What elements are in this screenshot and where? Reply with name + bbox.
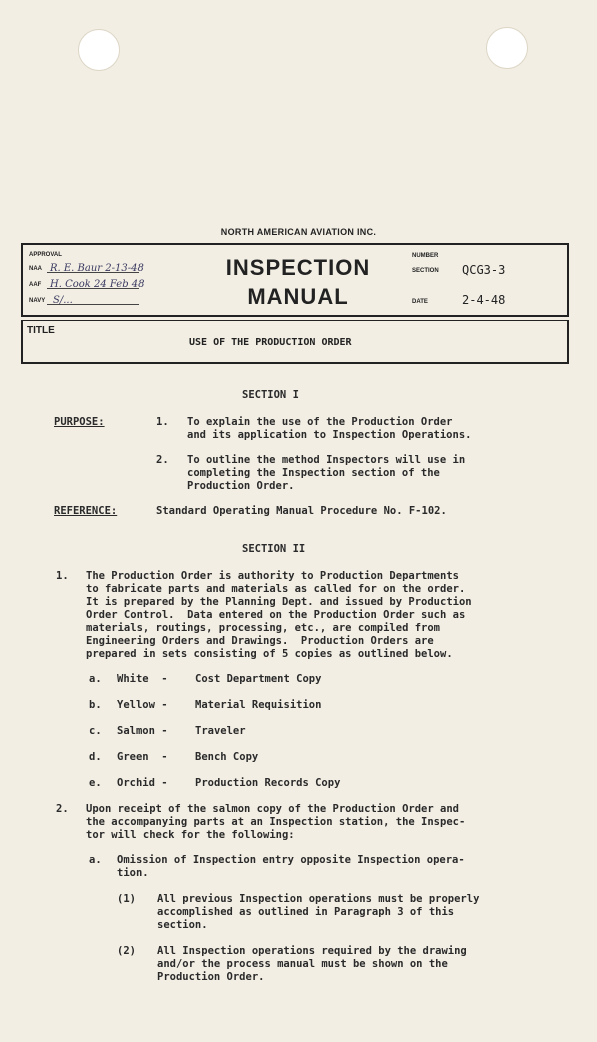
title-label: TITLE <box>27 325 55 336</box>
para2-line: tor will check for the following: <box>86 829 295 841</box>
manual-title-line2: MANUAL <box>247 284 349 309</box>
section1-heading: SECTION I <box>242 389 299 401</box>
para2-line: Upon receipt of the salmon copy of the Production Order and <box>86 803 459 815</box>
para1-line: materials, routings, processing, etc., are compiled from <box>86 622 441 634</box>
copy-use: Bench Copy <box>195 751 259 763</box>
para1-line: to fabricate parts and materials as called for on the order. <box>86 583 466 595</box>
copy-use: Cost Department Copy <box>195 673 322 685</box>
sub-a-line: Omission of Inspection entry opposite Inspection opera- <box>117 854 465 866</box>
copy-letter: c. <box>89 725 102 737</box>
sub-item-2-line: and/or the process manual must be shown on the <box>157 958 448 970</box>
sub-item-1-line: All previous Inspection operations must be properly <box>157 893 480 905</box>
para1-line: prepared in sets consisting of 5 copies as outlined below. <box>86 648 453 660</box>
copy-color: Yellow - <box>117 699 168 711</box>
company-name: NORTH AMERICAN AVIATION INC. <box>220 227 377 237</box>
copy-use: Production Records Copy <box>195 777 341 789</box>
purpose-item-1-num: 1. <box>156 416 169 428</box>
number-label: NUMBER <box>412 253 439 259</box>
naa-label: NAA <box>29 266 42 272</box>
date-label: DATE <box>412 299 428 305</box>
manual-title-line1: INSPECTION <box>225 255 371 280</box>
copy-letter: b. <box>89 699 102 711</box>
para1-line: Order Control. Data entered on the Production Order such as <box>86 609 466 621</box>
aaf-signature-row <box>29 277 199 291</box>
sub-item-1-line: accomplished as outlined in Paragraph 3 of this <box>157 906 455 918</box>
sub-item-2-num: (2) <box>117 945 136 957</box>
reference-text: Standard Operating Manual Procedure No. F-102. <box>156 505 447 517</box>
navy-signature: S/... <box>53 295 73 306</box>
para1-line: Engineering Orders and Drawings. Production Orders are <box>86 635 434 647</box>
sub-a-letter: a. <box>89 854 102 866</box>
aaf-signature: H. Cook 24 Feb 48 <box>50 279 145 290</box>
title-row <box>21 320 569 364</box>
para1-number: 1. <box>56 570 69 582</box>
reference-label: REFERENCE: <box>54 505 118 517</box>
naa-signature: R. E. Baur 2-13-48 <box>50 263 144 274</box>
copy-use: Material Requisition <box>195 699 322 711</box>
approval-label: APPROVAL <box>29 252 62 258</box>
navy-label: NAVY <box>29 298 46 304</box>
para1-line: The Production Order is authority to Production Departments <box>86 570 459 582</box>
purpose-item-2-line: To outline the method Inspectors will use in <box>187 454 466 466</box>
section-label: SECTION <box>412 268 439 274</box>
sub-item-1-num: (1) <box>117 893 136 905</box>
purpose-item-1-line: and its application to Inspection Operations. <box>187 429 472 441</box>
naa-signature-row <box>29 261 199 275</box>
purpose-item-1-line: To explain the use of the Production Order <box>187 416 453 428</box>
copy-color: Orchid - <box>117 777 168 789</box>
copy-color: White - <box>117 673 168 685</box>
copy-use: Traveler <box>195 725 246 737</box>
purpose-item-2-line: completing the Inspection section of the <box>187 467 440 479</box>
para2-number: 2. <box>56 803 69 815</box>
section-value: QCG3-3 <box>462 263 506 277</box>
section2-heading: SECTION II <box>242 543 306 555</box>
para1-line: It is prepared by the Planning Dept. and issued by Production <box>86 596 472 608</box>
sub-item-1-line: section. <box>157 919 208 931</box>
sub-item-2-line: All Inspection operations required by the drawing <box>157 945 467 957</box>
punch-hole-left <box>78 29 120 71</box>
aaf-label: AAF <box>29 282 42 288</box>
navy-signature-row <box>29 293 199 307</box>
copy-letter: a. <box>89 673 102 685</box>
para2-line: the accompanying parts at an Inspection station, the Inspec- <box>86 816 466 828</box>
copy-color: Green - <box>117 751 168 763</box>
purpose-item-2-num: 2. <box>156 454 169 466</box>
copy-color: Salmon - <box>117 725 168 737</box>
sub-item-2-line: Production Order. <box>157 971 265 983</box>
date-value: 2-4-48 <box>462 293 506 307</box>
header-box <box>21 243 569 317</box>
punch-hole-right <box>486 27 528 69</box>
title-value: USE OF THE PRODUCTION ORDER <box>189 337 352 348</box>
purpose-label: PURPOSE: <box>54 416 105 428</box>
copy-letter: d. <box>89 751 102 763</box>
sub-a-line: tion. <box>117 867 149 879</box>
copy-letter: e. <box>89 777 102 789</box>
manual-title <box>213 253 383 311</box>
purpose-item-2-line: Production Order. <box>187 480 295 492</box>
